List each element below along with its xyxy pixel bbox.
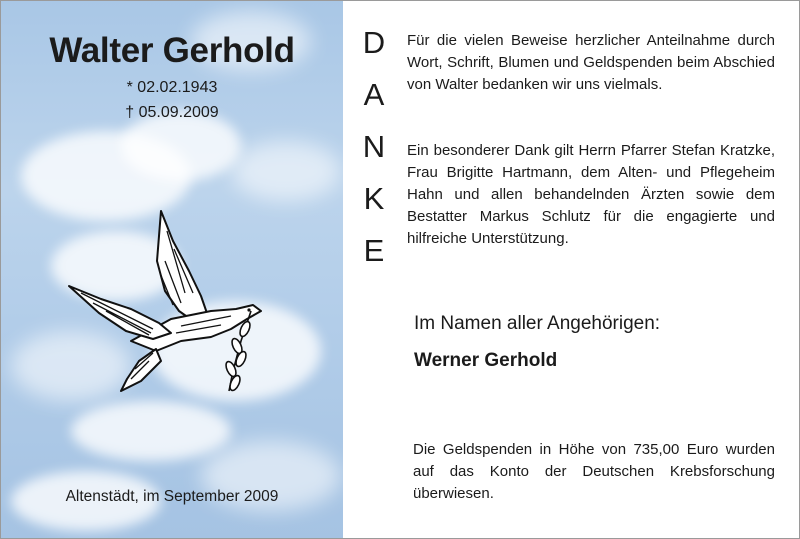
cloud [71,401,231,461]
special-thanks-paragraph: Ein besonderer Dank gilt Herrn Pfarrer Stefan Kratzke, Frau Brigitte Hartmann, dem Alten- und Pflegeheim Hahn und allen behandelnden Ärzten sowie dem Bestatter Markus Schlutz für die engagierte und hilfreiche Unterstützung. [407,142,775,247]
death-date: † 05.09.2009 [125,104,219,121]
danke-vertical-word [357,25,391,285]
cloud [231,141,341,201]
place-and-date: Altenstädt, im September 2009 [65,488,279,505]
danke-letter: K [363,181,385,216]
dove-with-olive-branch-icon [61,201,281,401]
danke-letter: D [362,25,386,60]
on-behalf-line: Im Namen aller Angehörigen: [414,313,661,334]
signer-name: Werner Gerhold [414,350,558,371]
danke-letter: A [363,77,385,112]
birth-date: * 02.02.1943 [126,79,218,96]
sky-panel [1,1,343,538]
donations-paragraph: Die Geldspenden in Höhe von 735,00 Euro wurden auf das Konto der Deutschen Krebsforschung überwiesen. [413,441,775,502]
deceased-name: Walter Gerhold [49,31,295,70]
thanks-paragraph: Für die vielen Beweise herzlicher Anteilnahme durch Wort, Schrift, Blumen und Geldspenden beim Abschied von Walter bedanken wir uns vielmals. [407,32,775,93]
danke-letter: E [363,233,385,268]
danke-letter: N [362,129,386,164]
